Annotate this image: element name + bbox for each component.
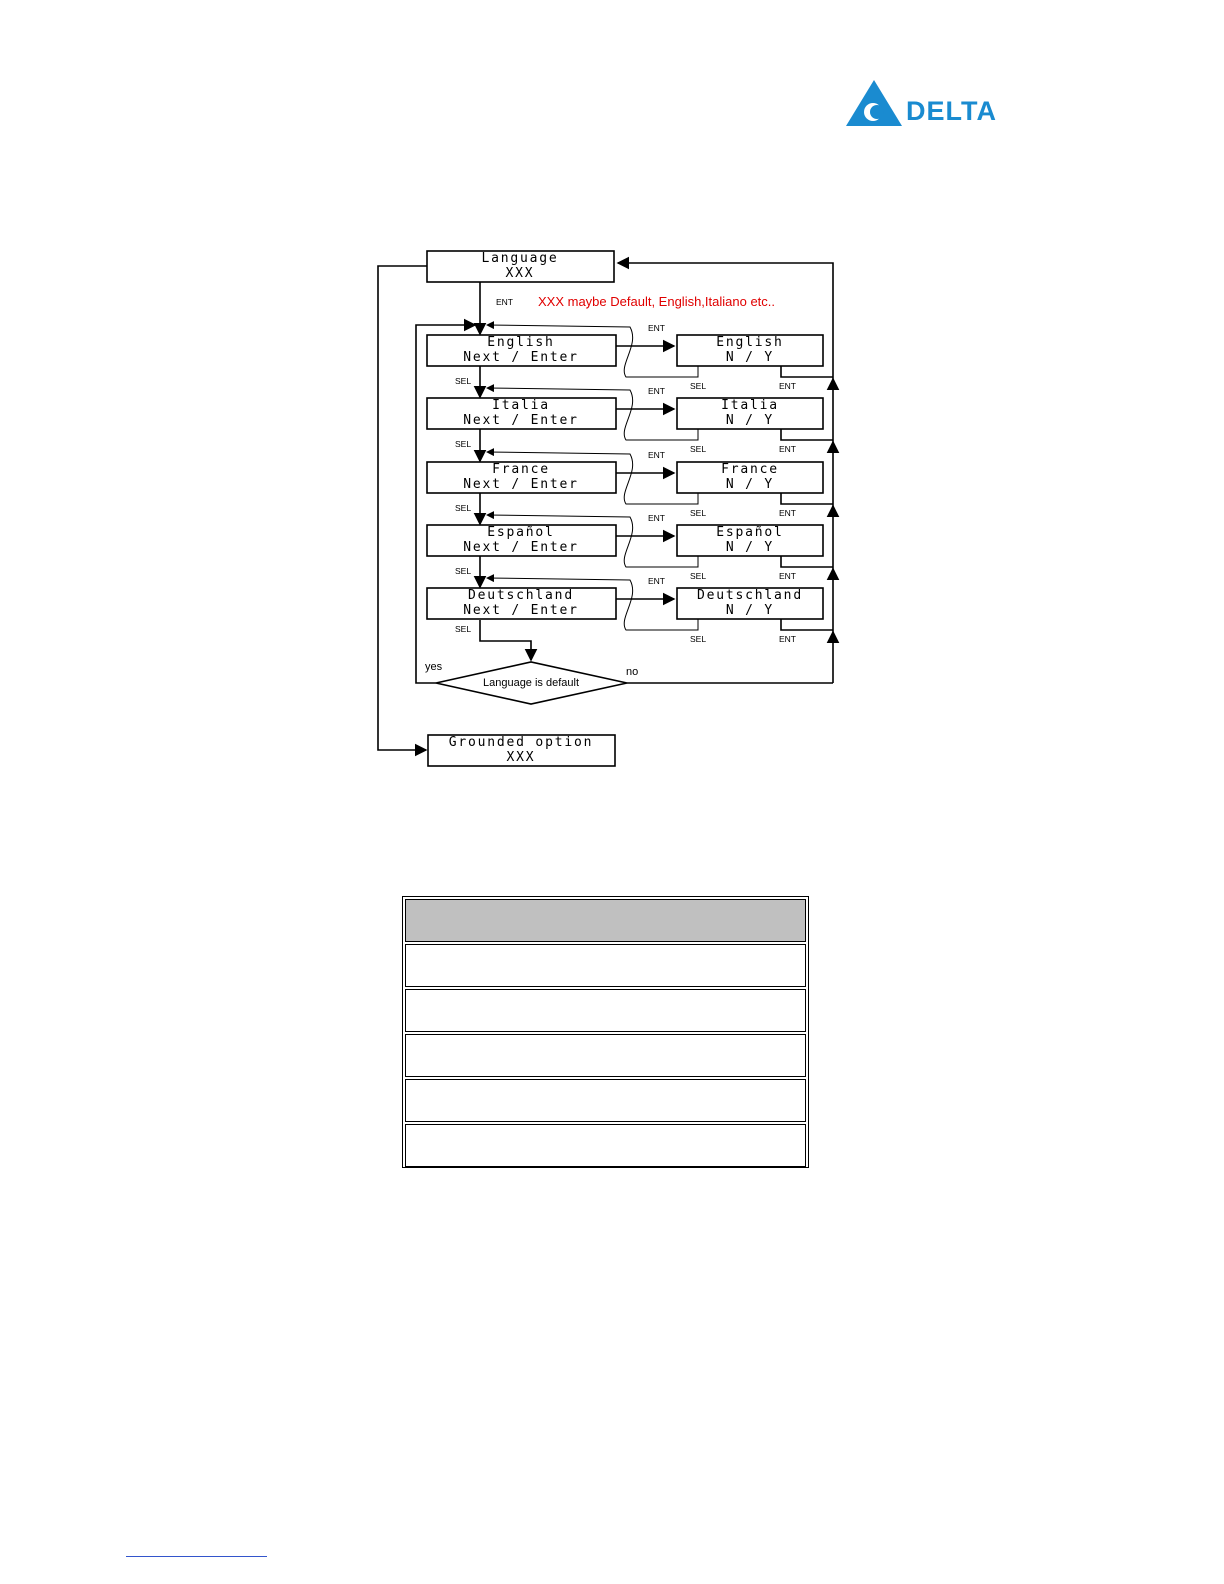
ent-return-line (781, 556, 833, 567)
default-note: XXX maybe Default, English,Italiano etc.. (538, 294, 776, 309)
language-menu-options: Next / Enter (463, 603, 579, 618)
table-row (405, 989, 806, 1032)
sel-label-confirm: SEL (690, 634, 707, 644)
ent-label-confirm: ENT (779, 381, 796, 391)
start-line2: XXX (505, 266, 535, 281)
language-confirm-name: France (721, 462, 779, 477)
sel-label-confirm: SEL (690, 444, 707, 454)
language-confirm-options: N / Y (725, 477, 775, 492)
brand-name: DELTA (906, 96, 997, 126)
ent-label-confirm: ENT (779, 508, 796, 518)
language-menu-name: France (492, 462, 550, 477)
sel-label-confirm: SEL (690, 508, 707, 518)
ent-return-line (781, 619, 833, 630)
ent-label-confirm: ENT (779, 634, 796, 644)
ent-return-line (781, 429, 833, 440)
language-confirm-name: Deutschland (697, 588, 803, 603)
language-confirm-options: N / Y (725, 603, 775, 618)
language-confirm-name: English (716, 335, 784, 350)
language-menu-options: Next / Enter (463, 477, 579, 492)
language-confirm-name: Español (716, 525, 784, 540)
sel-label-confirm: SEL (690, 381, 707, 391)
ent-label: ENT (648, 386, 665, 396)
ent-label-start: ENT (496, 297, 513, 307)
ent-return-line (781, 493, 833, 504)
language-confirm-options: N / Y (725, 413, 775, 428)
sel-label-confirm: SEL (690, 571, 707, 581)
end-line2: XXX (506, 750, 536, 765)
table-row (405, 1124, 806, 1167)
ent-label: ENT (648, 323, 665, 333)
decision-yes-label: yes (425, 661, 443, 673)
sel-label-last: SEL (455, 624, 472, 634)
language-menu-name: Italia (492, 398, 550, 413)
sel-label: SEL (455, 503, 472, 513)
language-rows (427, 323, 833, 644)
language-confirm-options: N / Y (725, 350, 775, 365)
ent-label-confirm: ENT (779, 571, 796, 581)
decision-no-label: no (626, 666, 639, 678)
sel-label: SEL (455, 439, 472, 449)
language-menu-name: English (487, 335, 555, 350)
language-confirm-name: Italia (721, 398, 779, 413)
empty-table (402, 896, 809, 1168)
start-line1: Language (481, 251, 559, 266)
sel-label: SEL (455, 376, 472, 386)
ent-return-line (781, 366, 833, 377)
language-menu-name: Español (487, 525, 555, 540)
ent-label: ENT (648, 513, 665, 523)
ent-label: ENT (648, 576, 665, 586)
decision-text: Language is default (482, 677, 580, 689)
language-confirm-options: N / Y (725, 540, 775, 555)
ent-label: ENT (648, 450, 665, 460)
end-line1: Grounded option (448, 735, 594, 750)
sel-label: SEL (455, 566, 472, 576)
language-menu-options: Next / Enter (463, 540, 579, 555)
table-header-row (405, 899, 806, 942)
language-menu-options: Next / Enter (463, 350, 579, 365)
table-row (405, 944, 806, 987)
table-row (405, 1034, 806, 1077)
language-menu-name: Deutschland (468, 588, 574, 603)
table-row (405, 1079, 806, 1122)
language-menu-options: Next / Enter (463, 413, 579, 428)
footer-link-underline[interactable] (126, 1556, 267, 1557)
ent-label-confirm: ENT (779, 444, 796, 454)
